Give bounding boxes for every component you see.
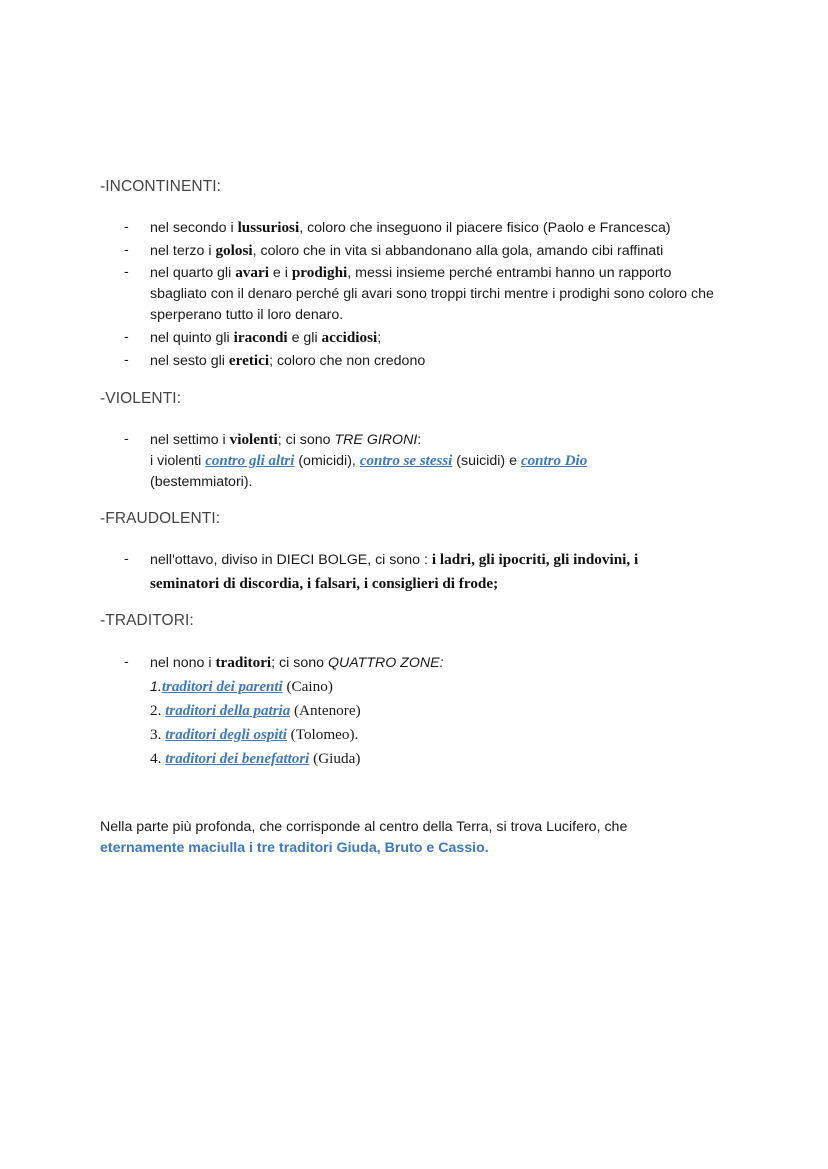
item-bold: eretici — [228, 352, 270, 369]
zone-text: (Giuda) — [309, 750, 361, 767]
closing-paragraph — [100, 817, 740, 859]
item-text: ; — [377, 330, 382, 346]
item-bold: i ladri, gli ipocriti, gli indovini, i seminatori di discordia, i falsari, i consiglieri di frode; — [150, 551, 639, 592]
item-text: i violenti — [150, 453, 206, 469]
item-bold: golosi — [215, 242, 253, 259]
item-bold: iracondi — [233, 329, 288, 346]
item-text: nel secondo i — [150, 220, 238, 236]
zone-number: 1. — [150, 679, 162, 695]
link-contro-dio[interactable]: contro Dio — [520, 453, 588, 469]
item-bold: prodighi — [291, 264, 348, 281]
item-text: : — [417, 432, 422, 448]
item-italic: QUATTRO ZONE: — [327, 655, 444, 671]
zone-text: (Antenore) — [290, 702, 361, 719]
item-text: (bestemmiatori). — [150, 474, 253, 490]
item-text: nel quinto gli — [150, 330, 234, 346]
item-text: (omicidi), — [294, 453, 360, 469]
item-text: (suicidi) e — [452, 453, 521, 469]
bullet-dash: - — [124, 551, 129, 567]
closing-text: Nella parte più profonda, che corrisponde al centro della Terra, si trova Lucifero, che — [100, 819, 628, 835]
bullet-dash: - — [124, 219, 129, 235]
item-text: ; coloro che non credono — [269, 353, 426, 369]
bullet-dash: - — [124, 352, 129, 368]
heading-violenti: -VIOLENTI: — [100, 390, 182, 407]
heading-fraudolenti: -FRAUDOLENTI: — [100, 510, 221, 527]
item-bold: accidiosi — [321, 329, 378, 346]
item-text: , messi insieme perché entrambi hanno un rapporto sbagliato con il denaro perché gli avari sono troppi tirchi mentre i prodighi sono coloro che sperperano tutto il loro denaro. — [150, 265, 714, 323]
item-text: ; ci sono — [277, 432, 335, 448]
item-bold: avari — [235, 264, 269, 281]
bullet-dash: - — [124, 431, 129, 447]
item-text: nel nono i — [150, 655, 216, 671]
bullet-dash: - — [124, 329, 129, 345]
link-traditori-parenti[interactable]: traditori dei parenti — [161, 679, 283, 695]
zone-text: (Caino) — [282, 678, 333, 695]
link-traditori-patria[interactable]: traditori della patria — [165, 703, 291, 719]
item-text: nel settimo i — [150, 432, 230, 448]
link-contro-se-stessi[interactable]: contro se stessi — [359, 453, 453, 469]
bullet-dash: - — [124, 264, 129, 280]
item-text: nel sesto gli — [150, 353, 229, 369]
item-text: , coloro che inseguono il piacere fisico (Paolo e Francesca) — [299, 220, 671, 236]
item-text: nell'ottavo, diviso in DIECI BOLGE, ci sono : — [150, 552, 432, 568]
item-text: ; ci sono — [271, 655, 328, 671]
zone-number: 3. — [150, 726, 166, 743]
heading-incontinenti: -INCONTINENTI: — [100, 178, 222, 195]
link-traditori-ospiti[interactable]: traditori degli ospiti — [165, 727, 287, 743]
item-bold: violenti — [229, 431, 278, 448]
item-text: , coloro che in vita si abbandonano alla gola, amando cibi raffinati — [252, 243, 664, 259]
item-bold: lussuriosi — [237, 219, 300, 236]
item-text: nel quarto gli — [150, 265, 236, 281]
item-text: nel terzo i — [150, 243, 216, 259]
item-italic: TRE GIRONI — [334, 432, 418, 448]
bullet-dash: - — [124, 242, 129, 258]
zone-number: 2. — [150, 702, 166, 719]
item-text: e gli — [287, 330, 322, 346]
link-contro-gli-altri[interactable]: contro gli altri — [205, 453, 295, 469]
zone-text: (Tolomeo). — [286, 726, 359, 743]
bullet-dash: - — [124, 654, 129, 670]
item-text: e i — [268, 265, 292, 281]
heading-traditori: -TRADITORI: — [100, 612, 194, 629]
closing-highlight: eternamente maciulla i tre traditori Giuda, Bruto e Cassio. — [100, 840, 489, 856]
link-traditori-benefattori[interactable]: traditori dei benefattori — [165, 751, 310, 767]
zone-number: 4. — [150, 750, 166, 767]
item-bold: traditori — [215, 654, 272, 671]
